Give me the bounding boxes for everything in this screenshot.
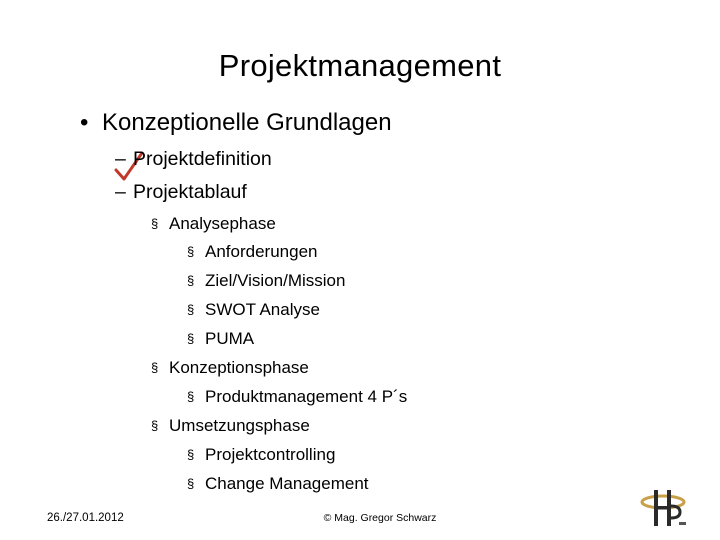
list-item-text: SWOT Analyse — [205, 300, 320, 319]
phase-umsetzungsphase — [151, 416, 310, 436]
square-marker: § — [187, 273, 195, 288]
sub-item-projektdefinition — [115, 148, 272, 171]
square-marker: § — [151, 216, 159, 231]
list-item-text: Anforderungen — [205, 242, 318, 261]
list-item — [187, 474, 369, 494]
list-item-text: Produktmanagement 4 P´s — [205, 387, 408, 406]
sub-item-text: Projektdefinition — [133, 148, 272, 170]
dash-marker: – — [115, 148, 126, 170]
bullet-text: Konzeptionelle Grundlagen — [102, 109, 392, 136]
square-marker: § — [187, 244, 195, 259]
phase-text: Umsetzungsphase — [169, 416, 310, 435]
phase-analysephase — [151, 214, 276, 234]
square-marker: § — [187, 476, 195, 491]
list-item-text: PUMA — [205, 329, 255, 348]
slide-title: Projektmanagement — [218, 48, 502, 83]
bullet-marker: • — [80, 109, 89, 136]
list-item-text: Change Management — [205, 474, 369, 493]
list-item — [187, 242, 317, 262]
phase-text: Konzeptionsphase — [169, 358, 309, 377]
list-item — [187, 271, 345, 291]
list-item-text: Ziel/Vision/Mission — [205, 271, 346, 290]
square-marker: § — [151, 418, 159, 433]
square-marker: § — [187, 331, 195, 346]
square-marker: § — [151, 360, 159, 375]
hp-logo — [640, 484, 690, 530]
dash-marker: – — [115, 181, 126, 203]
phase-konzeptionsphase — [151, 358, 309, 378]
sub-item-text: Projektablauf — [133, 181, 247, 203]
square-marker: § — [187, 302, 195, 317]
footer-copyright: © Mag. Gregor Schwarz — [323, 512, 437, 524]
list-item — [187, 329, 254, 349]
list-item — [187, 387, 407, 407]
bullet-konzeptionelle-grundlagen — [80, 109, 392, 137]
square-marker: § — [187, 389, 195, 404]
list-item — [187, 445, 335, 465]
list-item — [187, 300, 320, 320]
phase-text: Analysephase — [169, 214, 276, 233]
square-marker: § — [187, 447, 195, 462]
footer-date: 26./27.01.2012 — [47, 512, 124, 524]
list-item-text: Projektcontrolling — [205, 445, 336, 464]
sub-item-projektablauf — [115, 181, 247, 204]
